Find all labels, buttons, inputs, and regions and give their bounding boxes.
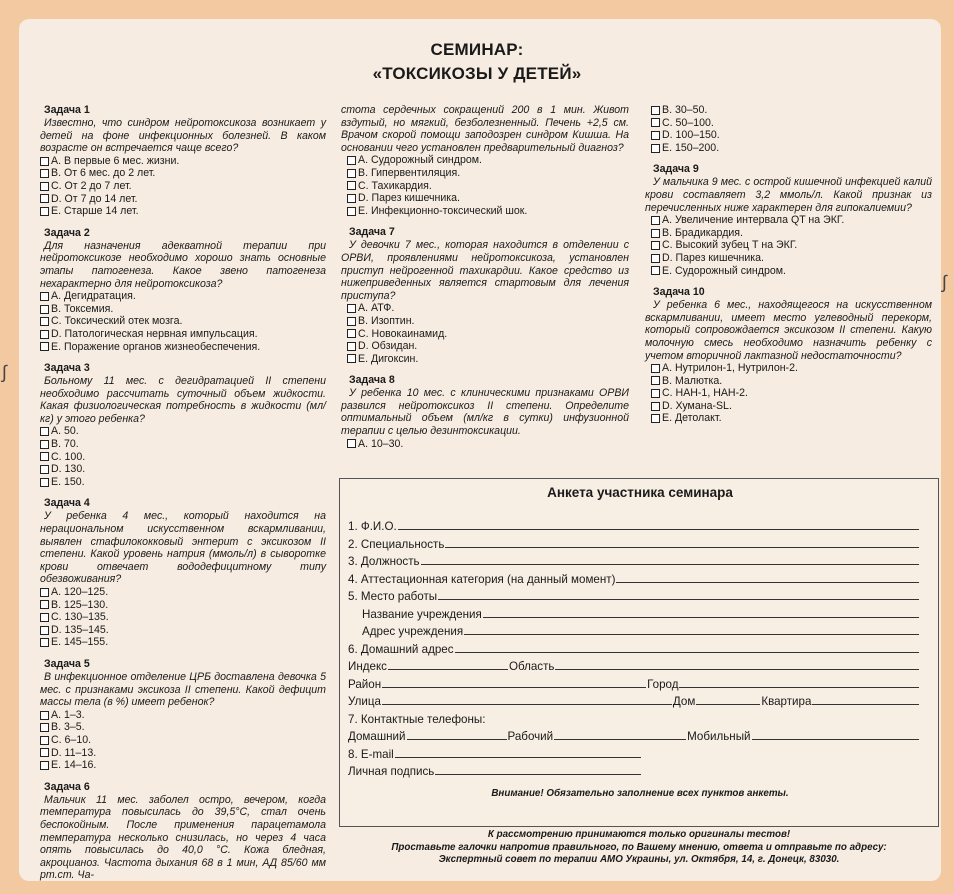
answer-option[interactable] [347,192,629,205]
fio-label: 1. Ф.И.О. [348,520,397,533]
checkbox[interactable] [347,354,356,363]
answer-option[interactable] [651,214,932,227]
task-title: Задача 3 [44,362,90,375]
option-label: D. Патологическая нервная импульсация. [51,327,258,340]
answer-option[interactable] [347,302,629,315]
task-10 [645,286,932,425]
answer-option[interactable] [651,104,932,117]
checkbox[interactable] [651,229,660,238]
index-field[interactable] [388,669,508,670]
answer-option[interactable] [651,129,932,142]
workplace-label: 5. Место работы [348,590,438,603]
form-row-district-city [348,675,920,691]
margin-mark-left: ∫ [2,362,7,382]
answer-option[interactable] [40,425,326,438]
answer-option[interactable] [40,759,326,772]
signature-label: Личная подпись [348,765,435,778]
checkbox[interactable] [40,711,49,720]
home-address-label: 6. Домашний адрес [348,643,454,656]
institution-name-label: Название учреждения [362,608,482,621]
checkbox[interactable] [40,305,49,314]
answer-option[interactable] [40,315,326,328]
answer-option[interactable] [40,303,326,316]
checkbox[interactable] [651,118,660,127]
position-label: 3. Должность [348,555,420,568]
answer-option[interactable] [651,362,932,375]
checkbox[interactable] [40,317,49,326]
checkbox[interactable] [40,157,49,166]
form-notice: Внимание! Обязательно заполнение всех пунктов анкеты. [491,788,789,799]
checkbox[interactable] [40,440,49,449]
option-label: E. Судорожный синдром. [662,264,786,277]
seminar-title-line1: СЕМИНАР: [430,40,524,59]
answer-option[interactable] [651,239,932,252]
task-question: У ребенка 4 мес., который находится на нерациональном искусственном вскармливании, выявлен стафилококковый энтерит с эксикозом II степени. Какой уровень натрия (ммоль/л) в сыворотке крови отвечает вододефицитному типу обезвоживания? [40,510,326,586]
option-label: B. От 6 мес. до 2 лет. [51,167,156,180]
checkbox[interactable] [347,439,356,448]
option-label: A. 50. [51,425,79,438]
checkbox[interactable] [651,402,660,411]
option-label: A. Нутрилон-1, Нутрилон-2. [662,362,798,375]
answer-option[interactable] [40,341,326,354]
checkbox[interactable] [40,748,49,757]
option-label: D. От 7 до 14 лет. [51,192,138,205]
option-label: A. Увеличение интервала QT на ЭКГ. [662,214,845,227]
answer-option[interactable] [651,227,932,240]
checkbox[interactable] [40,478,49,487]
form-row-position [348,552,920,568]
task-question: В инфекционное отделение ЦРБ доставлена девочка 5 мес. с признаками эксикоза II степени. Какой дефицит массы тела (в %) имеет ребенок? [40,670,326,709]
answer-option[interactable] [40,328,326,341]
option-label: A. 120–125. [51,586,109,598]
form-row-signature [348,762,642,778]
street-label: Улица [348,695,381,708]
answer-option[interactable] [40,463,326,476]
task-question: У ребенка 6 мес., находящегося на искусственном вскармливании, имеет место углеводный перекорм, который сопровождается эксикозом II степени. Какую молочную смесь необходимо назначить ребенку с учетом вторичной лактазной недостаточности? [645,299,932,362]
checkbox[interactable] [651,144,660,153]
home-phone-label: Домашний [348,730,406,743]
option-label: E. 145–155. [51,636,109,649]
position-field[interactable] [421,564,919,565]
checkbox[interactable] [40,427,49,436]
answer-option[interactable] [40,476,326,489]
option-label: E. 150–200. [662,141,720,154]
answer-option[interactable] [40,611,326,624]
checkbox[interactable] [40,330,49,339]
form-row-street [348,692,920,708]
task-question: Больному 11 мес. с дегидратацией II степени необходимо рассчитать суточный объем жидкости. Какая физиологическая потребность в жидкости (мл/кг) у этого ребенка? [40,375,326,425]
option-label: E. 150. [51,475,85,488]
option-label: D. 11–13. [51,746,97,759]
task-question: У мальчика 9 мес. с острой кишечной инфекцией калий крови составляет 3,2 ммоль/л. Какой признак из перечисленных ниже характерен для гипокалиемии? [645,176,932,214]
option-label: B. 70. [51,438,79,451]
form-row-category [348,570,920,586]
answer-option[interactable] [40,586,326,599]
category-label: 4. Аттестационная категория (на данный момент) [348,573,616,586]
answer-option[interactable] [40,599,326,612]
house-field[interactable] [696,704,760,705]
task-title: Задача 2 [44,226,90,239]
option-label: D. 135–145. [51,623,109,636]
margin-mark-right: ∫ [942,272,947,292]
home-address-field[interactable] [455,652,919,653]
option-label: B. 3–5. [51,721,85,734]
option-label: D. Хумана-SL. [662,399,732,412]
checkbox[interactable] [40,626,49,635]
checkbox[interactable] [40,182,49,191]
footer-line-3: Экспертный совет по терапии АМО Украины, ул. Октября, 14, г. Донецк, 83030. [438,854,840,865]
answer-option[interactable] [40,451,326,464]
option-label: C. 6–10. [51,733,92,746]
apartment-label: Квартира [761,695,812,708]
checkbox[interactable] [40,342,49,351]
form-row-workplace [348,587,920,603]
form-row-phones [348,710,920,726]
institution-address-field[interactable] [464,634,919,635]
specialty-field[interactable] [445,547,919,548]
answer-option[interactable] [651,265,932,278]
answer-option[interactable] [40,290,326,303]
email-field[interactable] [395,757,641,758]
task-6 [40,781,326,882]
task-title: Задача 4 [44,497,90,510]
checkbox[interactable] [347,181,356,190]
column-left [40,104,326,882]
region-label: Область [508,660,555,673]
checkbox[interactable] [651,389,660,398]
option-label: D. Обзидан. [358,340,418,353]
answer-option[interactable] [651,142,932,155]
apartment-field[interactable] [812,704,919,705]
answer-option[interactable] [651,387,932,400]
option-label: B. Малютка. [662,374,723,387]
option-label: A. 10–30. [358,437,404,450]
city-field[interactable] [679,687,919,688]
checkbox[interactable] [40,292,49,301]
checkbox[interactable] [651,131,660,140]
answer-option[interactable] [40,636,326,649]
house-label: Дом [672,695,696,708]
city-label: Город [647,678,679,691]
task-3 [40,362,326,488]
answer-option[interactable] [651,400,932,413]
task-2 [40,227,326,353]
answer-option[interactable] [40,180,326,193]
checkbox[interactable] [347,329,356,338]
answer-option[interactable] [651,252,932,265]
task-question: Для назначения адекватной терапии при нейротоксикозе необходимо хорошо знать основные этапы патогенеза. Какое звено патогенеза нехарактерно для нейротоксикоза? [40,239,326,290]
task-title: Задача 5 [44,657,90,670]
option-label: C. Токсический отек мозга. [51,315,183,328]
answer-option[interactable] [347,353,629,366]
option-label: B. Изоптин. [358,314,415,327]
form-row-index-region [348,657,920,673]
checkbox[interactable] [651,216,660,225]
answer-option[interactable] [40,721,326,734]
answer-option[interactable] [347,340,629,353]
column-right [645,104,932,425]
checkbox[interactable] [40,207,49,216]
task-question-continued: стота сердечных сокращений 200 в 1 мин. Живот вздутый, но мягкий, безболезненный. Печень +2,5 см. Врачом скорой помощи заподозрен синдром Кишша. На основании чего установлен предварительный диагноз? [341,104,629,154]
footer-line-2: Проставьте галочки напротив правильного, по Вашему мнению, ответа и отправьте по адресу: [391,841,887,853]
option-label: B. Брадикардия. [662,226,743,239]
answer-option[interactable] [347,167,629,180]
form-row-email [348,745,642,761]
checkbox[interactable] [347,169,356,178]
email-label: 8. E-mail [348,748,394,761]
task-title: Задача 10 [653,286,705,299]
checkbox[interactable] [347,317,356,326]
checkbox[interactable] [347,342,356,351]
answer-option[interactable] [347,180,629,193]
answer-option[interactable] [40,193,326,206]
option-label: C. 50–100. [662,116,714,129]
task-8-continued [645,104,932,154]
footer-info [339,829,939,867]
option-label: E. Инфекционно-токсический шок. [358,204,528,217]
checkbox[interactable] [40,723,49,732]
answer-option[interactable] [40,438,326,451]
option-label: C. 130–135. [51,611,109,624]
checkbox[interactable] [40,452,49,461]
checkbox[interactable] [40,600,49,609]
option-label: B. 125–130. [51,598,109,611]
task-9 [645,163,932,277]
checkbox[interactable] [40,638,49,647]
option-label: A. Дегидратация. [51,290,136,303]
task-5 [40,658,326,772]
checkbox[interactable] [40,761,49,770]
task-4 [40,497,326,649]
institution-name-field[interactable] [483,617,919,618]
answer-option[interactable] [40,709,326,722]
workplace-field[interactable] [438,599,919,600]
option-label: D. 100–150. [662,129,720,142]
institution-address-label: Адрес учреждения [362,625,464,638]
answer-option[interactable] [40,624,326,637]
task-title: Задача 1 [44,104,90,116]
category-field[interactable] [616,582,919,583]
task-1 [40,104,326,218]
option-label: E. Детолакт. [662,412,722,425]
form-row-specialty [348,535,920,551]
specialty-label: 2. Специальность [348,538,445,551]
index-label: Индекс [348,660,387,673]
task-question: У ребенка 10 мес. с клиническими признаками ОРВИ развился нейротоксикоз II степени. Определите оптимальный объем (мл/кг в сутки) инфузионной терапии с целью дезинтоксикации. [341,387,629,438]
checkbox[interactable] [651,241,660,250]
column-middle [341,104,629,450]
answer-option[interactable] [40,205,326,218]
street-field[interactable] [382,704,672,705]
option-label: C. Высокий зубец Т на ЭКГ. [662,239,798,252]
option-label: C. От 2 до 7 лет. [51,179,132,192]
work-phone-label: Рабочий [507,730,554,743]
district-field[interactable] [382,687,646,688]
answer-option[interactable] [40,734,326,747]
checkbox[interactable] [651,364,660,373]
answer-option[interactable] [651,375,932,388]
answer-option[interactable] [651,117,932,130]
task-title: Задача 7 [349,226,395,239]
task-question: Мальчик 11 мес. заболел остро, вечером, когда температура повысилась до 39,5°С, стал очень беспокойным. После применения парацетамола температура несколько снизилась, но через 4 часа опять повысилась до 40,0 °С. Кожа бледная, акроцианоз. Частота дыхания 68 в 1 мин, АД 85/60 мм рт.ст. Ча- [40,793,326,882]
fio-field[interactable] [398,529,919,530]
checkbox[interactable] [651,376,660,385]
home-phone-field[interactable] [407,739,507,740]
answer-option[interactable] [40,167,326,180]
option-label: C. НАН-1, НАН-2. [662,387,748,400]
option-label: C. Тахикардия. [358,179,432,192]
answer-option[interactable] [651,412,932,425]
task-question: У девочки 7 мес., которая находится в отделении с ОРВИ, проявлениями нейротоксикоза, установлен приступ нейрогенной тахикардии. Какое средство из нижеприведенных является стартовым для лечения приступа? [341,239,629,302]
checkbox[interactable] [651,106,660,115]
option-label: A. 1–3. [51,708,85,721]
option-label: E. Старше 14 лет. [51,205,139,218]
checkbox[interactable] [651,254,660,263]
answer-option[interactable] [40,747,326,760]
checkbox[interactable] [40,736,49,745]
checkbox[interactable] [40,465,49,474]
task-7 [341,226,629,365]
region-field[interactable] [555,669,919,670]
answer-option[interactable] [347,205,629,218]
form-title: Анкета участника семинара [547,485,733,500]
mobile-phone-field[interactable] [752,739,919,740]
option-label: E. Дигоксин. [358,352,419,365]
option-label: A. В первые 6 мес. жизни. [51,154,180,167]
option-label: B. Токсемия. [51,302,114,315]
checkbox[interactable] [347,156,356,165]
checkbox[interactable] [651,266,660,275]
footer-line-1: К рассмотрению принимаются только оригиналы тестов! [487,829,791,840]
form-row-institution-name [362,605,920,621]
answer-option[interactable] [347,315,629,328]
option-label: C. Новокаинамид. [358,327,448,340]
checkbox[interactable] [40,613,49,622]
phones-label: 7. Контактные телефоны: [348,713,486,726]
answer-option[interactable] [347,328,629,341]
checkbox[interactable] [347,304,356,313]
checkbox[interactable] [40,169,49,178]
option-label: D. 130. [51,463,86,476]
mobile-phone-label: Мобильный [687,730,751,743]
participant-form [339,478,939,827]
seminar-title-line2: «ТОКСИКОЗЫ У ДЕТЕЙ» [372,64,582,83]
checkbox[interactable] [651,414,660,423]
task-title: Задача 8 [349,374,395,387]
option-label: B. 30–50. [662,104,708,116]
task-title: Задача 6 [44,780,90,793]
option-label: C. 100. [51,450,86,463]
district-label: Район [348,678,382,691]
form-row-phone-numbers [348,727,920,743]
answer-option[interactable] [40,155,326,168]
checkbox[interactable] [347,207,356,216]
form-row-fio [348,517,920,533]
checkbox[interactable] [347,194,356,203]
answer-option[interactable] [347,438,629,451]
option-label: A. АТФ. [358,302,395,315]
option-label: E. 14–16. [51,759,97,772]
form-row-institution-address [362,622,920,638]
work-phone-field[interactable] [554,739,686,740]
answer-option[interactable] [347,154,629,167]
option-label: E. Поражение органов жизнеобеспечения. [51,340,261,353]
option-label: A. Судорожный синдром. [358,154,482,167]
task-title: Задача 9 [653,163,699,176]
form-row-home-address [348,640,920,656]
option-label: D. Парез кишечника. [358,192,460,205]
checkbox[interactable] [40,194,49,203]
task-question: Известно, что синдром нейротоксикоза возникает у детей на фоне инфекционных болезней. В каком возрасте он встречается чаще всего? [40,117,326,155]
checkbox[interactable] [40,588,49,597]
option-label: D. Парез кишечника. [662,251,764,264]
task-8 [341,374,629,450]
signature-field[interactable] [435,774,641,775]
task-6-continued [341,104,629,217]
option-label: B. Гипервентиляция. [358,166,461,179]
